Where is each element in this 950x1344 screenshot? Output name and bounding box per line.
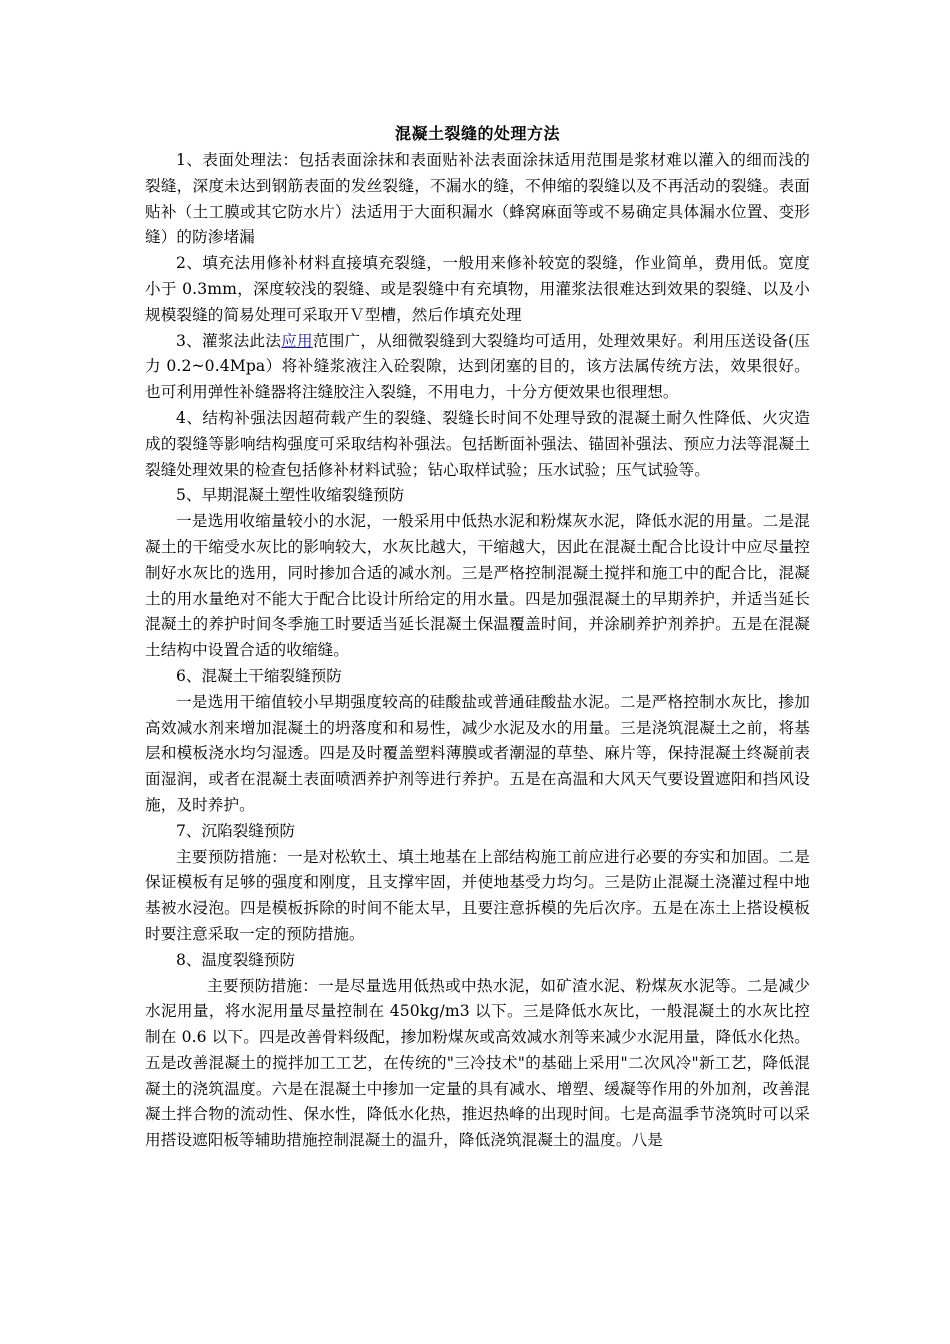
paragraph-6-drying-shrinkage: 一是选用干缩值较小早期强度较高的硅酸盐或普通硅酸盐水泥。二是严格控制水灰比，掺加高效减水剂来增加混凝土的坍落度和和易性，减少水泥及水的用量。三是浇筑混凝土之前，将基层和模板浇水均匀湿透。四是及时覆盖塑料薄膜或者潮湿的草垫、麻片等，保持混凝土终凝前表面湿润，或者在混凝土表面喷洒养护剂等进行养护。五是在高温和大风天气要设置遮阳和挡风设施，及时养护。 (145, 692, 810, 814)
section-3-text-start: 3、灌浆法此法 (176, 331, 282, 350)
paragraph-8-temperature-crack: 主要预防措施：一是尽量选用低热或中热水泥，如矿渣水泥、粉煤灰水泥等。二是减少水泥用量，将水泥用量尽量控制在 450kg/m3 以下。三是降低水灰比，一般混凝土的水灰比控制在 0.6 以下。四是改善骨料级配，掺加粉煤灰或高效减水剂等来减少水泥用量，降低水化热。五是改善混凝土的搅拌加工工艺，在传统的"三冷技术"的基础上采用"二次风冷"新工艺，降低混凝土的浇筑温度。六是在混凝土中掺加一定量的具有减水、增塑、缓凝等作用的外加剂，改善混凝土拌合物的流动性、保水性，降低水化热，推迟热峰的出现时间。七是高温季节浇筑时可以采用搭设遮阳板等辅助措施控制混凝土的温升，降低浇筑混凝土的温度。八是 (145, 976, 810, 1150)
document-page (145, 122, 810, 1154)
section-3-grouting-method (145, 329, 810, 406)
heading-7-settlement-crack: 7、沉陷裂缝预防 (176, 821, 296, 840)
section-1-surface-treatment: 1、表面处理法：包括表面涂抹和表面贴补法表面涂抹适用范围是浆材难以灌入的细而浅的裂缝，深度未达到钢筋表面的发丝裂缝，不漏水的缝，不伸缩的裂缝以及不再活动的裂缝。表面贴补（土工膜或其它防水片）法适用于大面积漏水（蜂窝麻面等或不易确定具体漏水位置、变形缝）的防渗堵漏 (145, 151, 810, 247)
section-3-text-end: 范围广，从细微裂缝到大裂缝均可适用，处理效果好。利用压送设备(压力 0.2~0.4Mpa）将补缝浆液注入砼裂隙，达到闭塞的目的，该方法属传统方法，效果很好。也可利用弹性补缝器将注缝胶注入裂缝，不用电力，十分方便效果也很理想。 (145, 331, 810, 402)
application-link[interactable]: 应用 (281, 331, 313, 350)
heading-5-plastic-shrinkage: 5、早期混凝土塑性收缩裂缝预防 (176, 486, 405, 505)
paragraph-7-settlement-crack: 主要预防措施：一是对松软土、填土地基在上部结构施工前应进行必要的夯实和加固。二是保证模板有足够的强度和刚度，且支撑牢固，并使地基受力均匀。三是防止混凝土浇灌过程中地基被水浸泡。四是模板拆除的时间不能太早，且要注意拆模的先后次序。五是在冻土上搭设模板时要注意采取一定的预防措施。 (145, 847, 810, 943)
paragraph-5-plastic-shrinkage: 一是选用收缩量较小的水泥，一般采用中低热水泥和粉煤灰水泥，降低水泥的用量。二是混凝土的干缩受水灰比的影响较大，水灰比越大，干缩越大，因此在混凝土配合比设计中应尽量控制好水灰比的选用，同时掺加合适的减水剂。三是严格控制混凝土搅拌和施工中的配合比，混凝土的用水量绝对不能大于配合比设计所给定的用水量。四是加强混凝土的早期养护，并适当延长混凝土的养护时间冬季施工时要适当延长混凝土保温覆盖时间，并涂刷养护剂养护。五是在混凝土结构中设置合适的收缩缝。 (145, 512, 810, 660)
document-title: 混凝土裂缝的处理方法 (394, 124, 560, 143)
section-4-structural-reinforcement: 4、结构补强法因超荷载产生的裂缝、裂缝长时间不处理导致的混凝土耐久性降低、火灾造成的裂缝等影响结构强度可采取结构补强法。包括断面补强法、锚固补强法、预应力法等混凝土裂缝处理效果的检查包括修补材料试验；钻心取样试验；压水试验；压气试验等。 (145, 408, 810, 479)
section-2-filling-method: 2、填充法用修补材料直接填充裂缝，一般用来修补较宽的裂缝，作业简单，费用低。宽度小于 0.3mm，深度较浅的裂缝、或是裂缝中有充填物，用灌浆法很难达到效果的裂缝、以及小规模裂缝的简易处理可采取开Ｖ型槽，然后作填充处理 (145, 254, 810, 324)
heading-6-drying-shrinkage: 6、混凝土干缩裂缝预防 (176, 666, 342, 685)
heading-8-temperature-crack: 8、温度裂缝预防 (176, 950, 296, 969)
